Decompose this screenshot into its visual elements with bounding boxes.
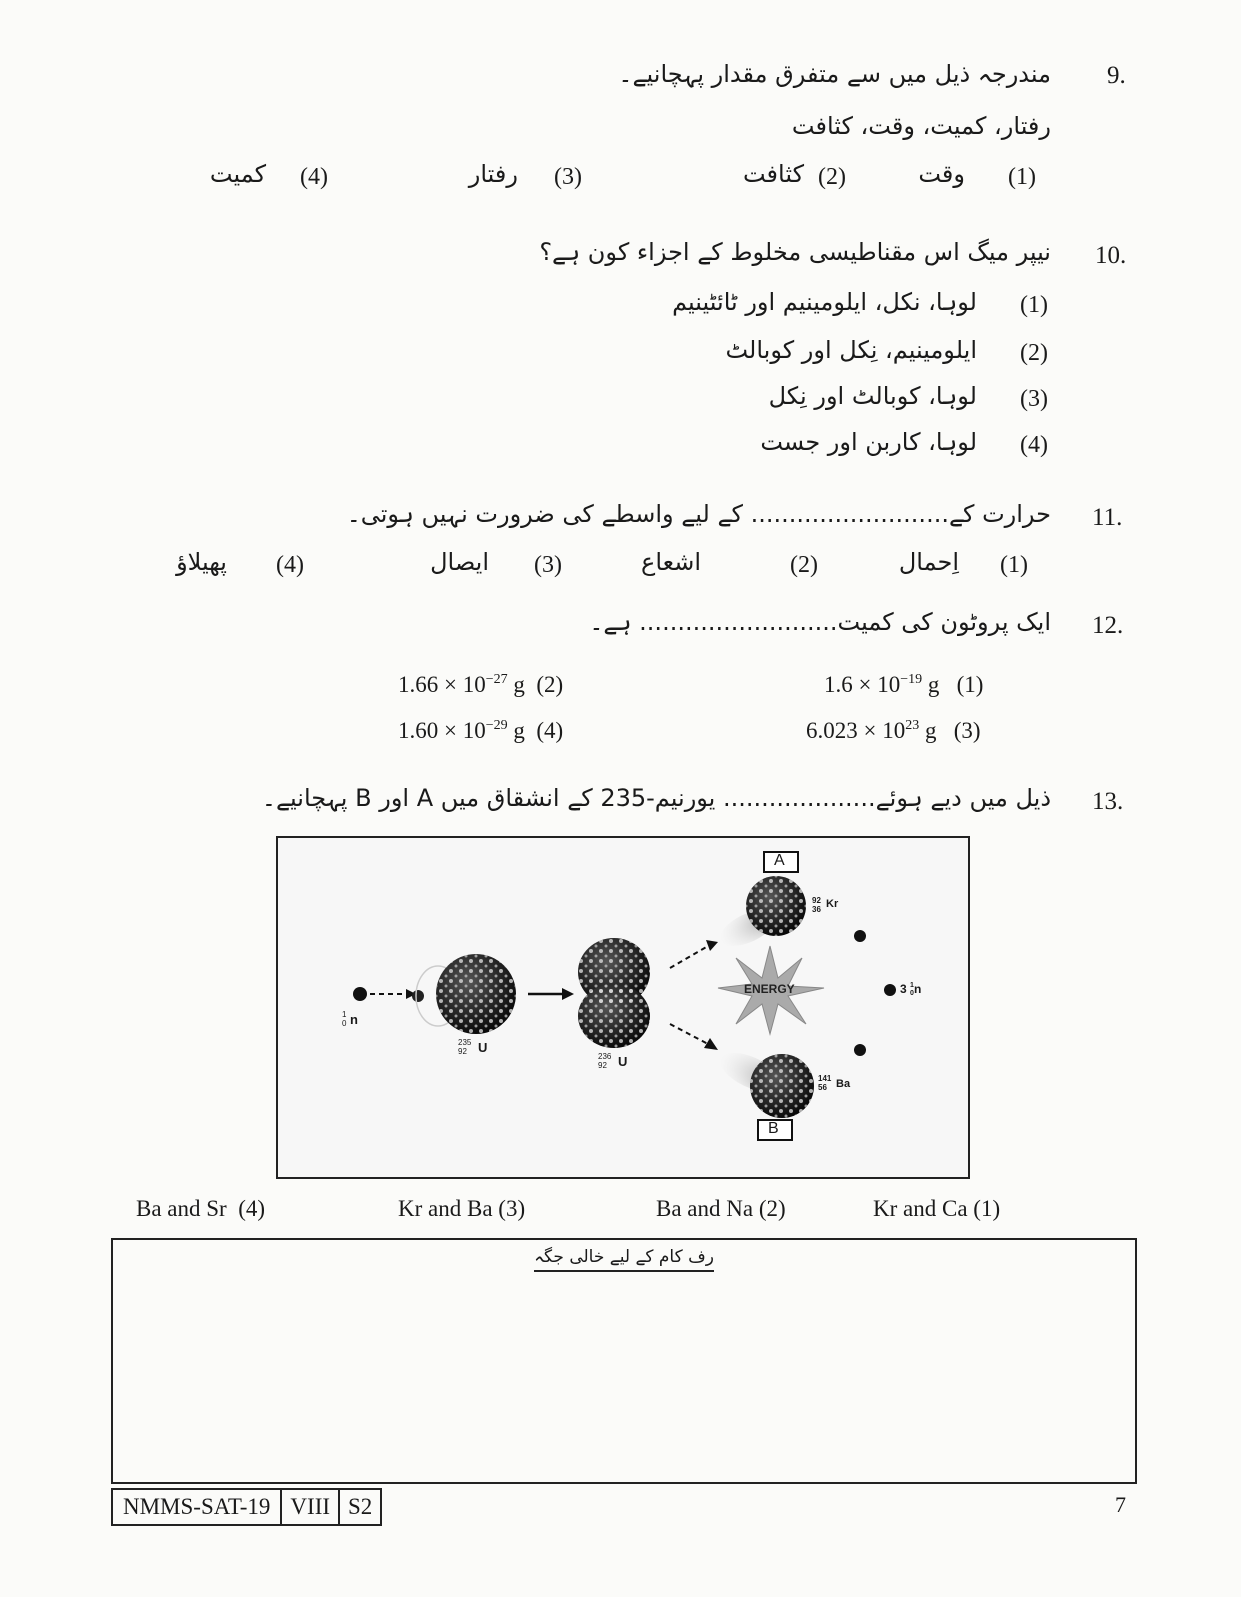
footer-code: NMMS-SAT-19	[123, 1494, 271, 1519]
q12-text: ایک پروٹون کی کمیت.......................... ہے۔	[589, 608, 1051, 636]
neutron-label: 1 0	[342, 1010, 347, 1028]
q10-opt3-num: (3)	[1020, 386, 1048, 412]
q9-opt4-num: (4)	[300, 164, 328, 190]
footer-set: S2	[338, 1490, 380, 1524]
u236-symbol: U	[618, 1054, 628, 1069]
u236-iso: 236 92	[598, 1052, 612, 1070]
emitted-neutron-1	[854, 930, 866, 942]
q10-opt3-text: لوہا، کوبالٹ اور نِکل	[768, 382, 977, 410]
q12-opt2: $1.66 \times 10^{-27}$ g (2)	[398, 672, 564, 697]
q11-opt2-num: (2)	[790, 552, 818, 578]
neutron-symbol: n	[350, 1012, 358, 1027]
fission-diagram	[276, 836, 970, 1179]
emitted-neutron-3	[854, 1044, 866, 1056]
kr-iso: 92 36	[812, 896, 821, 914]
q9-opt3-num: (3)	[554, 164, 582, 190]
q11-opt4-num: (4)	[276, 552, 304, 578]
q10-opt2-text: ایلومینیم، نِکل اور کوبالٹ	[725, 336, 977, 364]
q13-opt2: Ba and Na (2)	[656, 1196, 786, 1221]
q9-opt4-text: کمیت	[209, 160, 266, 188]
q10-opt1-text: لوہا، نکل، ایلومینیم اور ٹائٹینیم	[672, 288, 977, 316]
q11-text: حرارت کے.......................... کے لیے واسطے کی ضرورت نہیں ہوتی۔	[346, 500, 1051, 528]
q9-text: مندرجہ ذیل میں سے متفرق مقدار پہچانیے۔	[618, 60, 1051, 88]
q10-opt4-text: لوہا، کاربن اور جست	[760, 428, 977, 456]
kr-symbol: Kr	[826, 898, 839, 910]
q11-number: 11.	[1092, 504, 1123, 531]
q10-opt4-num: (4)	[1020, 432, 1048, 458]
ba-symbol: Ba	[836, 1078, 851, 1090]
q12-opt1: $1.6 \times 10^{-19}$ g (1)	[824, 672, 984, 697]
q11-opt1-num: (1)	[1000, 552, 1028, 578]
q9-opt1-num: (1)	[1008, 164, 1036, 190]
box-a-label: A	[774, 852, 785, 869]
ba-iso: 141 56	[818, 1074, 832, 1092]
rough-work-title: رف کام کے لیے خالی جگہ	[534, 1247, 714, 1272]
q10-opt1-num: (1)	[1020, 292, 1048, 318]
page-number: 7	[1115, 1492, 1126, 1517]
q11-opt1-text: اِحمال	[898, 548, 959, 576]
q9-opt2-num: (2)	[818, 164, 846, 190]
three-neutrons-label: 3 1 0 n	[900, 982, 922, 997]
q9-opt3-text: رفتار	[468, 160, 518, 188]
q11-opt3-text: ایصال	[430, 548, 489, 576]
u235-iso: 235 92	[458, 1038, 472, 1056]
q10-number: 10.	[1095, 242, 1127, 269]
q13-text: ذیل میں دیے ہوئے.................... یورنیم-235 کے انشقاق میں A اور B پہچانیے۔	[261, 784, 1051, 812]
footer-code-box	[111, 1488, 382, 1526]
q12-opt4: $1.60 \times 10^{-29}$ g (4)	[398, 718, 564, 743]
q9-number: 9.	[1107, 62, 1126, 89]
box-b-label: B	[768, 1120, 779, 1137]
q13-number: 13.	[1092, 788, 1124, 815]
q13-opt1: Kr and Ca (1)	[873, 1196, 1001, 1221]
q11-opt3-num: (3)	[534, 552, 562, 578]
q13-opt4: Ba and Sr (4)	[136, 1196, 266, 1221]
q11-opt4-text: پھیلاؤ	[176, 548, 227, 576]
q12-opt3: $6.023 \times 10^{23}$ g (3)	[806, 718, 981, 743]
q9-list: رفتار، کمیت، وقت، کثافت	[791, 112, 1051, 140]
q9-opt2-text: کثافت	[742, 160, 804, 188]
q13-opt3: Kr and Ba (3)	[398, 1196, 526, 1221]
q12-number: 12.	[1092, 612, 1124, 639]
q11-opt2-text: اشعاع	[641, 548, 701, 576]
incoming-neutron	[353, 987, 367, 1001]
q10-opt2-num: (2)	[1020, 340, 1048, 366]
u235-symbol: U	[478, 1040, 488, 1055]
footer-class: VIII	[280, 1490, 338, 1524]
emitted-neutron-2	[884, 984, 896, 996]
q10-text: نیپر میگ اس مقناطیسی مخلوط کے اجزاء کون ہے؟	[539, 238, 1051, 266]
q9-opt1-text: وقت	[918, 160, 965, 188]
rough-work-box	[111, 1238, 1137, 1484]
energy-label: ENERGY	[744, 982, 795, 996]
